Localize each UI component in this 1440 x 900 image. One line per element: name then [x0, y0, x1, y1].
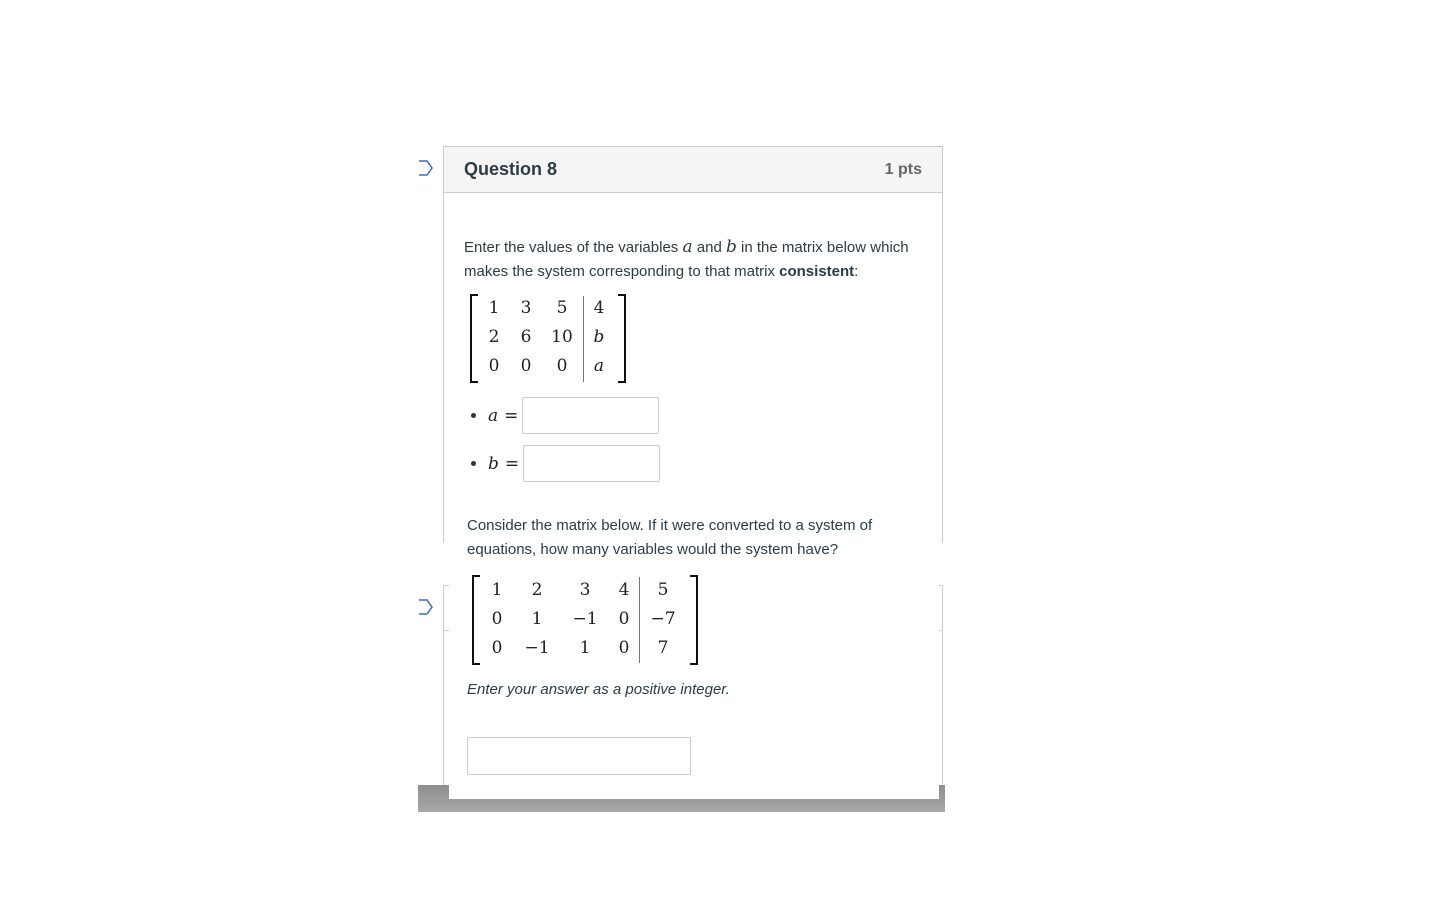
matrix-bracket-right [618, 294, 626, 383]
question-title: Question 8 [464, 159, 558, 179]
matrix-cell: −7 [650, 609, 676, 629]
answer-row-a [471, 397, 659, 434]
matrix-cell: 1 [491, 580, 503, 600]
variable-label: a [488, 405, 499, 426]
matrix-cell: 2 [488, 327, 500, 347]
matrix-cell: 5 [657, 580, 669, 600]
answer-a-input[interactable] [522, 397, 659, 434]
matrix-cell: 1 [488, 298, 500, 318]
matrix-cell: 5 [556, 298, 568, 318]
equals-sign: = [504, 453, 520, 474]
bullet [471, 413, 476, 418]
answer-b-input[interactable] [523, 445, 660, 482]
matrix-cell: 7 [657, 638, 669, 658]
flag-question-icon[interactable] [418, 599, 432, 613]
matrix-cell: 3 [579, 580, 591, 600]
matrix-cell: 4 [593, 298, 605, 318]
question-header [444, 147, 942, 193]
matrix-cell: 3 [520, 298, 532, 318]
matrix-cell: 0 [491, 609, 503, 629]
augmented-matrix-1 [470, 294, 626, 383]
question-prompt: Enter the values of the variables a and b in the matrix below which makes the system corresponding to that matrix consistent: [464, 237, 909, 280]
matrix-cell: 0 [520, 356, 532, 376]
matrix-cell: 1 [531, 609, 543, 629]
answer-instruction: Enter your answer as a positive integer. [467, 681, 730, 698]
matrix-cell: b [593, 327, 605, 347]
matrix-cell: −1 [572, 609, 598, 629]
matrix-cell: 0 [491, 638, 503, 658]
matrix-cell: −1 [524, 638, 550, 658]
matrix-cell: 4 [618, 580, 630, 600]
flag-question-icon[interactable] [418, 160, 432, 174]
matrix-cell: 0 [556, 356, 568, 376]
question-9-prompt: Consider the matrix below. If it were converted to a system of equations, how many variables would the system have? [467, 517, 873, 558]
matrix-cell: 10 [551, 327, 573, 347]
answer-row-b [471, 445, 660, 482]
matrix-cell: 0 [488, 356, 500, 376]
matrix-bracket-right [690, 575, 698, 665]
variable-label: b [488, 453, 499, 474]
matrix-cell: 0 [618, 638, 630, 658]
matrix-cell: 0 [618, 609, 630, 629]
matrix-cell: 1 [579, 638, 591, 658]
question-points: 1 pts [884, 160, 922, 178]
matrix-cell: 6 [520, 327, 532, 347]
equals-sign: = [504, 405, 519, 426]
matrix-cell: 2 [531, 580, 543, 600]
bullet [471, 461, 476, 466]
augmented-matrix-2 [472, 575, 698, 665]
matrix-cell: a [593, 356, 605, 376]
answer-input[interactable] [467, 737, 691, 775]
